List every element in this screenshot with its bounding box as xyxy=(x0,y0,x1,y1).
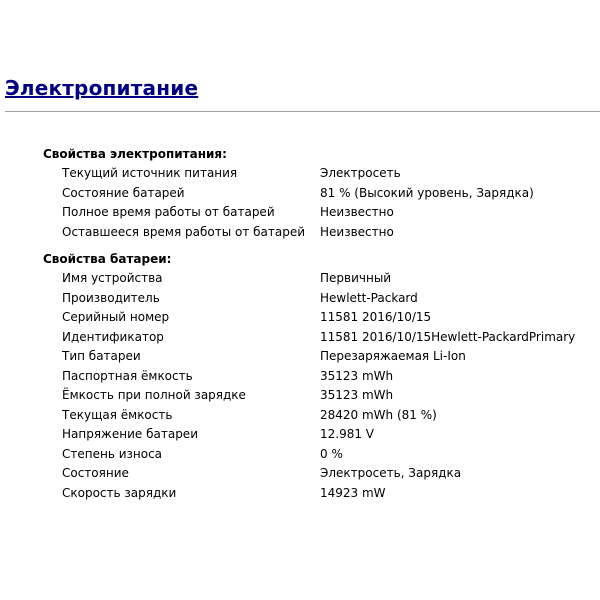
property-value: Hewlett-Packard xyxy=(320,290,418,305)
table-row xyxy=(43,367,575,387)
property-value: Неизвестно xyxy=(320,224,394,239)
table-row xyxy=(43,445,575,465)
property-label: Серийный номер xyxy=(62,310,170,324)
property-label: Степень износа xyxy=(62,446,163,461)
property-value: 35123 mWh xyxy=(320,388,394,402)
property-label: Идентификатор xyxy=(62,329,164,344)
battery-properties-table xyxy=(43,269,575,503)
property-value: 81 % (Высокий уровень, Зарядка) xyxy=(320,185,534,200)
property-value: Электросеть, Зарядка xyxy=(320,466,462,480)
property-value: Первичный xyxy=(320,271,392,285)
property-label: Производитель xyxy=(62,290,160,305)
property-value: 28420 mWh (81 %) xyxy=(320,407,437,422)
power-properties-table xyxy=(43,164,534,242)
property-label: Полное время работы от батарей xyxy=(62,205,275,219)
table-row xyxy=(43,484,575,504)
property-label: Паспортная ёмкость xyxy=(62,368,193,383)
page-title-link[interactable]: Электропитание xyxy=(5,76,199,100)
table-row xyxy=(43,406,575,426)
property-label: Оставшееся время работы от батарей xyxy=(62,224,306,239)
table-row xyxy=(43,184,534,204)
property-label: Текущий источник питания xyxy=(62,166,238,180)
property-label: Имя устройства xyxy=(62,271,163,285)
table-row xyxy=(43,289,575,309)
property-label: Состояние xyxy=(62,466,129,480)
table-row xyxy=(43,328,575,348)
property-value: Неизвестно xyxy=(320,205,394,219)
property-label: Состояние батарей xyxy=(62,185,185,200)
title-divider xyxy=(5,111,600,112)
report-content xyxy=(43,145,598,511)
property-value: 12.981 V xyxy=(320,427,375,441)
battery-properties-heading: Свойства батареи: xyxy=(43,252,172,266)
table-row xyxy=(43,164,534,184)
property-label: Ёмкость при полной зарядке xyxy=(62,388,246,402)
table-row xyxy=(43,464,575,484)
property-value: 35123 mWh xyxy=(320,368,394,383)
property-value: 14923 mW xyxy=(320,485,386,500)
property-label: Тип батареи xyxy=(62,349,141,363)
power-properties-heading: Свойства электропитания: xyxy=(43,147,227,161)
property-label: Напряжение батареи xyxy=(62,427,198,441)
property-label: Текущая ёмкость xyxy=(62,407,173,422)
table-row xyxy=(43,223,534,243)
power-properties-section xyxy=(43,145,598,242)
property-value: 0 % xyxy=(320,446,343,461)
table-row xyxy=(43,308,575,328)
table-row xyxy=(43,347,575,367)
property-label: Скорость зарядки xyxy=(62,485,177,500)
table-row xyxy=(43,203,534,223)
table-row xyxy=(43,269,575,289)
property-value: Электросеть xyxy=(320,166,401,180)
property-value: 11581 2016/10/15Hewlett-PackardPrimary xyxy=(320,329,576,344)
property-value: Перезаряжаемая Li-Ion xyxy=(320,349,466,363)
battery-properties-section xyxy=(43,250,598,503)
table-row xyxy=(43,425,575,445)
table-row xyxy=(43,386,575,406)
property-value: 11581 2016/10/15 xyxy=(320,310,432,324)
